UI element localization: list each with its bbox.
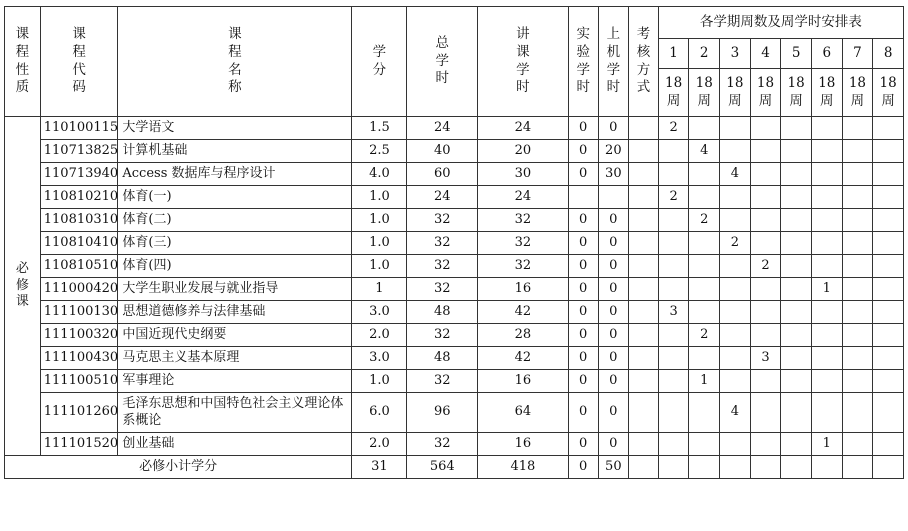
course-code: 111100510 — [40, 370, 118, 393]
semester-hours — [811, 301, 842, 324]
course-lecture-hours: 16 — [477, 370, 568, 393]
semester-hours — [750, 163, 781, 186]
semester-hours — [750, 186, 781, 209]
header-nature: 课 程 性 质 — [5, 7, 41, 117]
semester-hours — [720, 209, 751, 232]
course-code: 111100130 — [40, 301, 118, 324]
weeks-4: 18 周 — [750, 69, 781, 117]
semester-hours — [781, 370, 812, 393]
semester-hours: 4 — [689, 140, 720, 163]
table-row — [5, 140, 904, 163]
semester-hours — [781, 278, 812, 301]
course-code: 110810410 — [40, 232, 118, 255]
semester-hours — [842, 186, 873, 209]
course-total-hours: 96 — [407, 393, 477, 433]
course-assessment — [629, 301, 659, 324]
weeks-5: 18 周 — [781, 69, 812, 117]
subtotal-row — [5, 456, 904, 479]
semester-hours — [750, 433, 781, 456]
semester-hours — [873, 232, 904, 255]
subtotal-credit: 31 — [352, 456, 407, 479]
weeks-2: 18 周 — [689, 69, 720, 117]
semester-hours — [842, 117, 873, 140]
course-total-hours: 24 — [407, 117, 477, 140]
semester-hours — [720, 255, 751, 278]
semester-hours — [842, 232, 873, 255]
semester-hours — [658, 232, 689, 255]
course-computer-hours: 0 — [598, 393, 629, 433]
semester-hours — [781, 140, 812, 163]
course-total-hours: 32 — [407, 209, 477, 232]
semester-hours — [873, 301, 904, 324]
semester-hours — [811, 324, 842, 347]
semester-hours — [781, 163, 812, 186]
semester-hours — [873, 433, 904, 456]
semester-1: 1 — [658, 39, 689, 69]
course-assessment — [629, 278, 659, 301]
semester-hours — [811, 140, 842, 163]
course-name: 创业基础 — [118, 433, 352, 456]
course-lab-hours — [568, 186, 598, 209]
course-assessment — [629, 393, 659, 433]
semester-hours — [689, 278, 720, 301]
course-name: 体育(四) — [118, 255, 352, 278]
course-lab-hours: 0 — [568, 324, 598, 347]
semester-hours — [658, 324, 689, 347]
course-name: 体育(一) — [118, 186, 352, 209]
header-total-hours: 总 学 时 — [407, 7, 477, 117]
course-credit: 2.5 — [352, 140, 407, 163]
course-computer-hours: 0 — [598, 232, 629, 255]
semester-hours — [689, 301, 720, 324]
table-row — [5, 370, 904, 393]
header-lecture-hours: 讲 课 学 时 — [477, 7, 568, 117]
semester-hours — [873, 370, 904, 393]
semester-hours — [720, 301, 751, 324]
course-computer-hours: 0 — [598, 209, 629, 232]
course-credit: 1.0 — [352, 232, 407, 255]
course-total-hours: 48 — [407, 301, 477, 324]
header-lab-hours: 实 验 学 时 — [568, 7, 598, 117]
course-code: 110713825 — [40, 140, 118, 163]
subtotal-computer: 50 — [598, 456, 629, 479]
course-name: 体育(三) — [118, 232, 352, 255]
semester-hours — [781, 186, 812, 209]
course-code: 110810310 — [40, 209, 118, 232]
semester-hours — [720, 140, 751, 163]
semester-hours — [750, 209, 781, 232]
course-computer-hours: 0 — [598, 117, 629, 140]
course-computer-hours: 0 — [598, 433, 629, 456]
weeks-1: 18 周 — [658, 69, 689, 117]
semester-hours — [720, 186, 751, 209]
course-code: 110810510 — [40, 255, 118, 278]
course-credit: 1.0 — [352, 255, 407, 278]
course-name: 军事理论 — [118, 370, 352, 393]
subtotal-sem — [720, 456, 751, 479]
semester-hours — [750, 117, 781, 140]
semester-5: 5 — [781, 39, 812, 69]
semester-hours: 2 — [689, 209, 720, 232]
semester-hours — [873, 117, 904, 140]
semester-hours: 4 — [720, 393, 751, 433]
table-row — [5, 209, 904, 232]
semester-hours — [658, 163, 689, 186]
semester-hours — [873, 209, 904, 232]
semester-hours — [842, 301, 873, 324]
semester-hours — [873, 324, 904, 347]
course-lab-hours: 0 — [568, 140, 598, 163]
course-computer-hours: 0 — [598, 278, 629, 301]
semester-4: 4 — [750, 39, 781, 69]
table-row — [5, 186, 904, 209]
semester-hours — [842, 370, 873, 393]
semester-hours: 1 — [689, 370, 720, 393]
semester-hours — [781, 393, 812, 433]
course-lab-hours: 0 — [568, 232, 598, 255]
header-schedule: 各学期周数及周学时安排表 — [658, 7, 903, 39]
semester-hours — [842, 255, 873, 278]
course-code: 111100430 — [40, 347, 118, 370]
semester-hours — [811, 209, 842, 232]
semester-hours — [842, 433, 873, 456]
subtotal-sem — [873, 456, 904, 479]
semester-hours — [689, 347, 720, 370]
semester-hours — [842, 209, 873, 232]
course-category: 必 修 课 — [5, 117, 41, 456]
course-credit: 2.0 — [352, 433, 407, 456]
header-row — [5, 7, 904, 39]
course-assessment — [629, 347, 659, 370]
course-lecture-hours: 42 — [477, 301, 568, 324]
semester-7: 7 — [842, 39, 873, 69]
semester-hours — [720, 433, 751, 456]
course-lecture-hours: 24 — [477, 186, 568, 209]
course-lab-hours: 0 — [568, 347, 598, 370]
semester-hours — [811, 163, 842, 186]
course-credit: 1 — [352, 278, 407, 301]
course-credit: 6.0 — [352, 393, 407, 433]
semester-hours — [658, 209, 689, 232]
course-name: 计算机基础 — [118, 140, 352, 163]
course-assessment — [629, 140, 659, 163]
semester-hours — [811, 186, 842, 209]
semester-hours — [842, 140, 873, 163]
header-computer-hours: 上 机 学 时 — [598, 7, 629, 117]
semester-hours — [689, 433, 720, 456]
subtotal-assessment — [629, 456, 659, 479]
course-total-hours: 48 — [407, 347, 477, 370]
semester-hours — [750, 140, 781, 163]
course-assessment — [629, 117, 659, 140]
course-total-hours: 32 — [407, 433, 477, 456]
course-lab-hours: 0 — [568, 370, 598, 393]
table-row — [5, 301, 904, 324]
table-row — [5, 117, 904, 140]
semester-hours: 2 — [750, 255, 781, 278]
course-lecture-hours: 32 — [477, 255, 568, 278]
semester-hours — [811, 393, 842, 433]
course-assessment — [629, 255, 659, 278]
semester-hours — [720, 278, 751, 301]
course-assessment — [629, 209, 659, 232]
course-total-hours: 32 — [407, 324, 477, 347]
course-lecture-hours: 24 — [477, 117, 568, 140]
semester-hours: 3 — [750, 347, 781, 370]
course-credit: 1.5 — [352, 117, 407, 140]
course-assessment — [629, 370, 659, 393]
course-name: 体育(二) — [118, 209, 352, 232]
semester-hours — [811, 347, 842, 370]
semester-hours — [750, 301, 781, 324]
course-code: 110713940 — [40, 163, 118, 186]
course-computer-hours: 0 — [598, 370, 629, 393]
semester-hours — [658, 140, 689, 163]
weeks-3: 18 周 — [720, 69, 751, 117]
header-name: 课 程 名 称 — [118, 7, 352, 117]
semester-hours — [750, 393, 781, 433]
course-credit: 1.0 — [352, 370, 407, 393]
semester-hours — [781, 255, 812, 278]
course-name: 大学生职业发展与就业指导 — [118, 278, 352, 301]
course-code: 110100115 — [40, 117, 118, 140]
semester-hours — [658, 347, 689, 370]
course-lecture-hours: 30 — [477, 163, 568, 186]
table-row — [5, 163, 904, 186]
course-assessment — [629, 232, 659, 255]
course-total-hours: 60 — [407, 163, 477, 186]
course-credit: 3.0 — [352, 347, 407, 370]
semester-hours — [781, 209, 812, 232]
course-body — [5, 117, 904, 456]
course-total-hours: 40 — [407, 140, 477, 163]
weeks-6: 18 周 — [811, 69, 842, 117]
semester-hours — [750, 324, 781, 347]
subtotal-sem — [750, 456, 781, 479]
semester-hours — [750, 370, 781, 393]
semester-hours: 4 — [720, 163, 751, 186]
subtotal-lecture: 418 — [477, 456, 568, 479]
semester-hours — [811, 117, 842, 140]
semester-6: 6 — [811, 39, 842, 69]
course-credit: 3.0 — [352, 301, 407, 324]
course-lab-hours: 0 — [568, 255, 598, 278]
course-computer-hours: 0 — [598, 347, 629, 370]
course-credit: 4.0 — [352, 163, 407, 186]
semester-hours — [842, 324, 873, 347]
semester-hours — [781, 433, 812, 456]
semester-3: 3 — [720, 39, 751, 69]
table-row — [5, 393, 904, 433]
semester-hours — [842, 278, 873, 301]
course-computer-hours: 20 — [598, 140, 629, 163]
semester-hours — [781, 232, 812, 255]
weeks-8: 18 周 — [873, 69, 904, 117]
table-row — [5, 278, 904, 301]
semester-hours — [720, 370, 751, 393]
semester-hours — [658, 278, 689, 301]
semester-hours — [720, 347, 751, 370]
course-name: 马克思主义基本原理 — [118, 347, 352, 370]
course-name: 大学语文 — [118, 117, 352, 140]
semester-2: 2 — [689, 39, 720, 69]
course-name: Access 数据库与程序设计 — [118, 163, 352, 186]
course-total-hours: 32 — [407, 278, 477, 301]
semester-hours — [842, 347, 873, 370]
course-lab-hours: 0 — [568, 209, 598, 232]
course-credit: 1.0 — [352, 209, 407, 232]
course-computer-hours — [598, 186, 629, 209]
semester-hours: 2 — [658, 186, 689, 209]
semester-hours — [781, 324, 812, 347]
course-lab-hours: 0 — [568, 117, 598, 140]
semester-hours — [811, 255, 842, 278]
course-lecture-hours: 20 — [477, 140, 568, 163]
semester-hours — [842, 393, 873, 433]
course-lecture-hours: 64 — [477, 393, 568, 433]
course-assessment — [629, 433, 659, 456]
semester-hours — [720, 324, 751, 347]
course-total-hours: 24 — [407, 186, 477, 209]
semester-hours — [658, 255, 689, 278]
course-code: 110810210 — [40, 186, 118, 209]
table-row — [5, 324, 904, 347]
semester-hours — [873, 186, 904, 209]
course-assessment — [629, 186, 659, 209]
subtotal-sem — [658, 456, 689, 479]
semester-hours — [842, 163, 873, 186]
semester-hours — [781, 347, 812, 370]
course-code: 111100320 — [40, 324, 118, 347]
course-lab-hours: 0 — [568, 301, 598, 324]
course-assessment — [629, 163, 659, 186]
semester-hours — [658, 433, 689, 456]
course-lab-hours: 0 — [568, 278, 598, 301]
course-schedule-table — [4, 6, 904, 479]
course-lecture-hours: 28 — [477, 324, 568, 347]
course-lab-hours: 0 — [568, 433, 598, 456]
semester-8: 8 — [873, 39, 904, 69]
semester-hours — [689, 232, 720, 255]
course-assessment — [629, 324, 659, 347]
table-row — [5, 232, 904, 255]
header-credit: 学 分 — [352, 7, 407, 117]
semester-hours — [781, 117, 812, 140]
course-lab-hours: 0 — [568, 163, 598, 186]
semester-hours — [689, 117, 720, 140]
subtotal-lab: 0 — [568, 456, 598, 479]
course-lecture-hours: 16 — [477, 433, 568, 456]
course-lab-hours: 0 — [568, 393, 598, 433]
semester-hours — [811, 232, 842, 255]
subtotal-sem — [781, 456, 812, 479]
course-lecture-hours: 16 — [477, 278, 568, 301]
semester-hours — [720, 117, 751, 140]
semester-hours: 2 — [658, 117, 689, 140]
semester-hours: 1 — [811, 278, 842, 301]
course-name: 毛泽东思想和中国特色社会主义理论体系概论 — [118, 393, 352, 433]
header-assessment: 考 核 方 式 — [629, 7, 659, 117]
semester-hours: 1 — [811, 433, 842, 456]
table-row — [5, 347, 904, 370]
semester-hours — [873, 347, 904, 370]
course-name: 中国近现代史纲要 — [118, 324, 352, 347]
course-code: 111000420 — [40, 278, 118, 301]
course-name: 思想道德修养与法律基础 — [118, 301, 352, 324]
course-total-hours: 32 — [407, 255, 477, 278]
semester-hours — [689, 255, 720, 278]
semester-hours — [781, 301, 812, 324]
weeks-7: 18 周 — [842, 69, 873, 117]
semester-hours — [873, 163, 904, 186]
course-lecture-hours: 32 — [477, 232, 568, 255]
semester-hours — [658, 393, 689, 433]
course-code: 111101520 — [40, 433, 118, 456]
semester-hours — [873, 393, 904, 433]
semester-hours — [658, 370, 689, 393]
course-computer-hours: 0 — [598, 301, 629, 324]
course-computer-hours: 0 — [598, 324, 629, 347]
course-lecture-hours: 32 — [477, 209, 568, 232]
course-computer-hours: 0 — [598, 255, 629, 278]
course-lecture-hours: 42 — [477, 347, 568, 370]
subtotal-sem — [689, 456, 720, 479]
course-code: 111101260 — [40, 393, 118, 433]
semester-hours — [811, 370, 842, 393]
subtotal-sem — [842, 456, 873, 479]
semester-hours — [873, 140, 904, 163]
subtotal-total: 564 — [407, 456, 477, 479]
semester-hours — [750, 232, 781, 255]
semester-hours: 2 — [689, 324, 720, 347]
semester-hours — [750, 278, 781, 301]
table-row — [5, 433, 904, 456]
course-computer-hours: 30 — [598, 163, 629, 186]
course-credit: 2.0 — [352, 324, 407, 347]
semester-hours — [873, 278, 904, 301]
semester-hours: 2 — [720, 232, 751, 255]
header-code: 课 程 代 码 — [40, 7, 118, 117]
course-total-hours: 32 — [407, 232, 477, 255]
table-row — [5, 255, 904, 278]
course-total-hours: 32 — [407, 370, 477, 393]
semester-hours: 3 — [658, 301, 689, 324]
semester-hours — [689, 163, 720, 186]
semester-hours — [873, 255, 904, 278]
course-credit: 1.0 — [352, 186, 407, 209]
subtotal-sem — [811, 456, 842, 479]
subtotal-label: 必修小计学分 — [5, 456, 352, 479]
semester-hours — [689, 393, 720, 433]
semester-hours — [689, 186, 720, 209]
